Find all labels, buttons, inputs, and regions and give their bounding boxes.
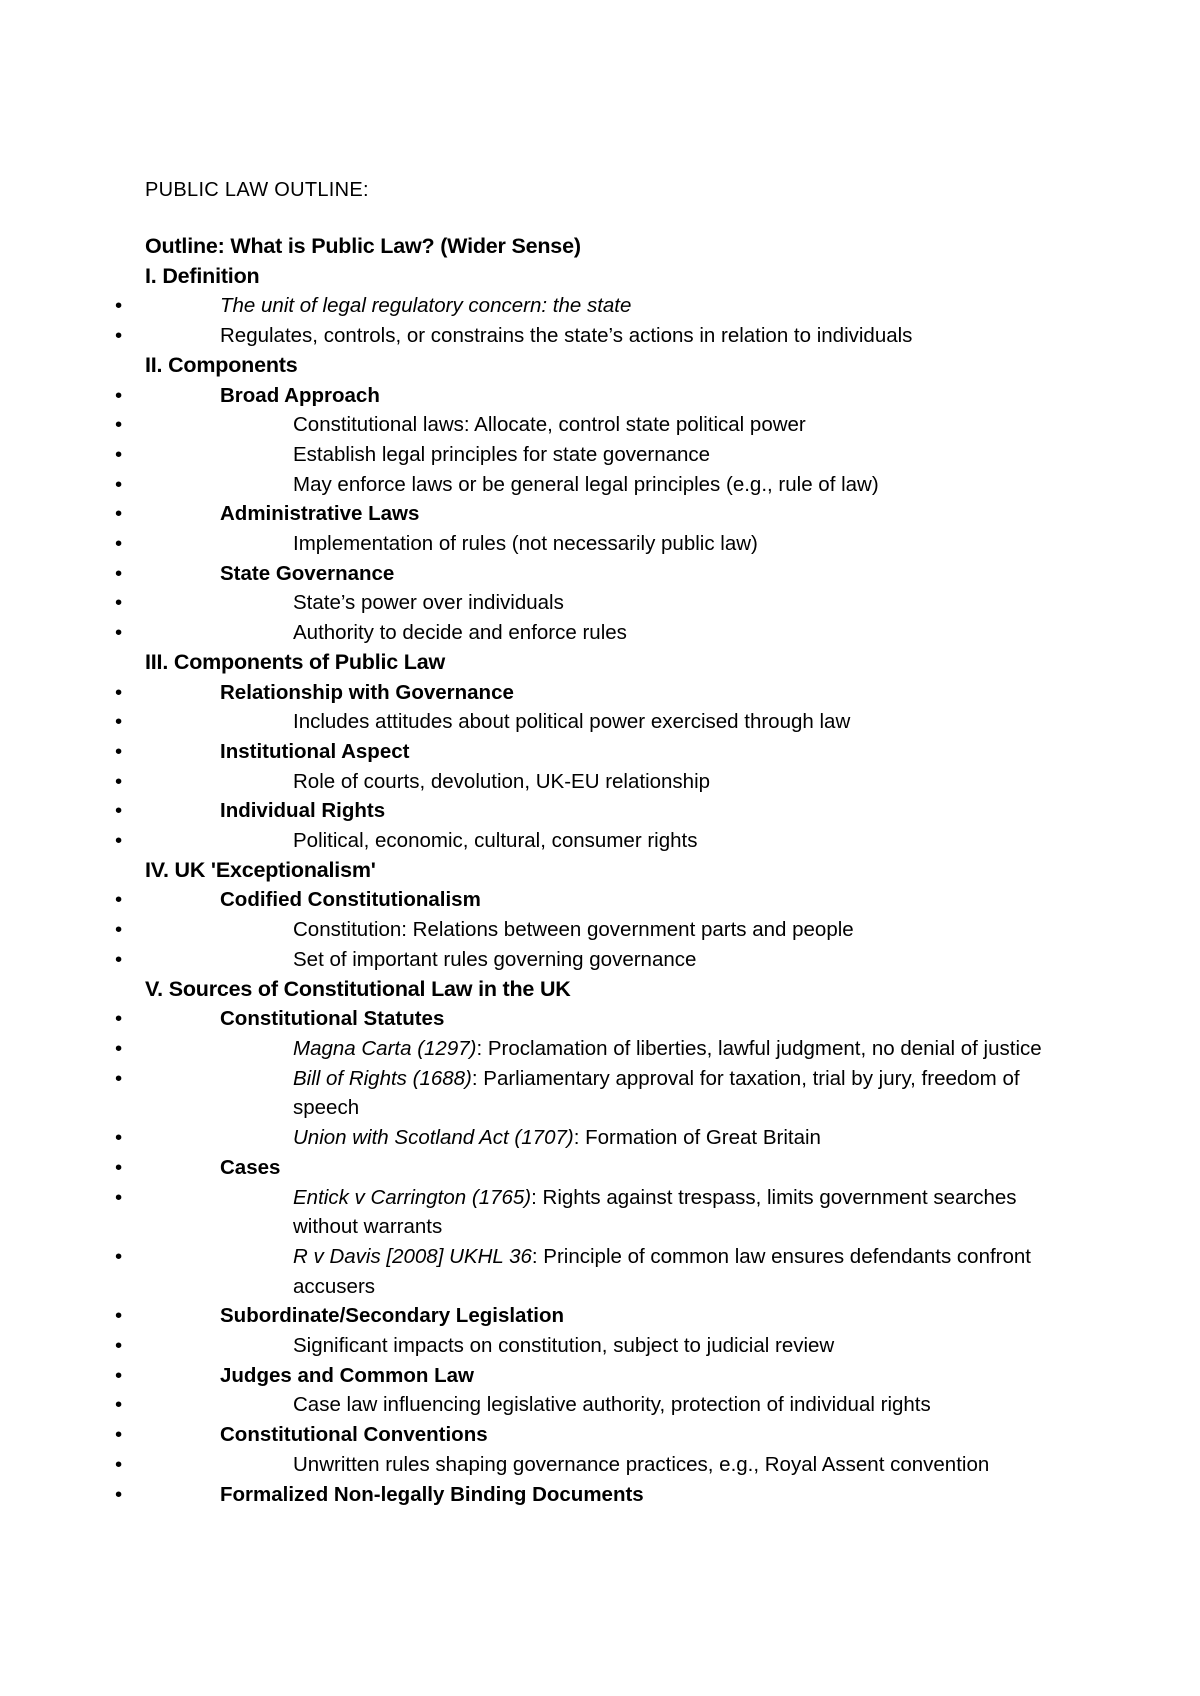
- statute-name: Union with Scotland Act (1707): [293, 1126, 574, 1150]
- group-label: [145, 796, 1075, 826]
- group-label-text: Broad Approach: [220, 383, 380, 407]
- section-heading-components-of-public-law: III. Components of Public Law: [145, 649, 445, 674]
- group-label-text: Subordinate/Secondary Legislation: [220, 1304, 565, 1328]
- list-item: [145, 410, 1075, 440]
- list-item-text: Unwritten rules shaping governance practices, e.g., Royal Assent convention: [293, 1452, 990, 1476]
- list-item: [145, 826, 1075, 856]
- list-item-text: : Parliamentary approval for taxation, trial by jury, freedom of speech: [293, 1066, 1020, 1120]
- group-label: [145, 559, 1075, 589]
- exceptionalism-list: [145, 885, 1075, 974]
- group-label: [145, 1480, 1075, 1510]
- list-item-text: The unit of legal regulatory concern: the state: [220, 294, 632, 318]
- case-name: R v Davis [2008] UKHL 36: [293, 1244, 532, 1268]
- list-item-text: State’s power over individuals: [293, 591, 564, 615]
- group-label-text: Administrative Laws: [220, 502, 420, 526]
- document-title: PUBLIC LAW OUTLINE:: [145, 179, 369, 201]
- section-heading-uk-exceptionalism: IV. UK 'Exceptionalism': [145, 857, 376, 882]
- group-label-text: Formalized Non-legally Binding Documents: [220, 1482, 644, 1506]
- list-item: [145, 588, 1075, 618]
- group-label: [145, 678, 1075, 708]
- list-item-text: : Proclamation of liberties, lawful judgment, no denial of justice: [476, 1036, 1042, 1060]
- group-label-text: Judges and Common Law: [220, 1363, 474, 1387]
- group-label-text: Relationship with Governance: [220, 680, 514, 704]
- outline-body: [145, 232, 1075, 1509]
- group-label-text: Constitutional Conventions: [220, 1423, 488, 1447]
- group-label: [145, 1004, 1075, 1034]
- list-item: [145, 1390, 1075, 1420]
- list-item-text: May enforce laws or be general legal principles (e.g., rule of law): [293, 472, 879, 496]
- list-item-text: Set of important rules governing governance: [293, 947, 697, 971]
- components-list: [145, 381, 1075, 648]
- group-label: [145, 737, 1075, 767]
- list-item-text: Constitutional laws: Allocate, control state political power: [293, 413, 806, 437]
- list-item: [145, 1183, 1075, 1242]
- list-item: [145, 440, 1075, 470]
- group-label: [145, 499, 1075, 529]
- definition-list: [145, 291, 1075, 350]
- group-label: [145, 381, 1075, 411]
- list-item: [145, 767, 1075, 797]
- statute-name: Magna Carta (1297): [293, 1036, 477, 1060]
- section-heading-sources: V. Sources of Constitutional Law in the UK: [145, 976, 571, 1001]
- list-item: [145, 707, 1075, 737]
- list-item-text: Case law influencing legislative authority, protection of individual rights: [293, 1393, 931, 1417]
- list-item: [145, 618, 1075, 648]
- list-item-text: Includes attitudes about political power exercised through law: [293, 710, 851, 734]
- list-item: [145, 945, 1075, 975]
- list-item: [145, 291, 1075, 321]
- list-item-text: Significant impacts on constitution, subject to judicial review: [293, 1334, 835, 1358]
- list-item-text: : Principle of common law ensures defendants confront accusers: [293, 1244, 1032, 1298]
- list-item: [145, 1064, 1075, 1123]
- list-item: [145, 321, 1075, 351]
- list-item: [145, 915, 1075, 945]
- list-item-text: : Rights against trespass, limits government searches without warrants: [293, 1185, 1017, 1239]
- group-label: [145, 1361, 1075, 1391]
- list-item-text: : Formation of Great Britain: [573, 1126, 821, 1150]
- list-item: [145, 1450, 1075, 1480]
- list-item-text: Role of courts, devolution, UK-EU relationship: [293, 769, 711, 793]
- list-item: [145, 529, 1075, 559]
- group-label-text: Constitutional Statutes: [220, 1007, 445, 1031]
- section-heading-components: II. Components: [145, 352, 298, 377]
- list-item-text: Establish legal principles for state governance: [293, 442, 711, 466]
- list-item-text: Implementation of rules (not necessarily public law): [293, 532, 758, 556]
- list-item: [145, 470, 1075, 500]
- list-item: [145, 1123, 1075, 1153]
- statute-name: Bill of Rights (1688): [293, 1066, 472, 1090]
- list-item: [145, 1242, 1075, 1301]
- group-label: [145, 1301, 1075, 1331]
- group-label-text: Individual Rights: [220, 799, 386, 823]
- list-item-text: Political, economic, cultural, consumer rights: [293, 829, 698, 853]
- public-law-components-list: [145, 678, 1075, 856]
- list-item: [145, 1034, 1075, 1064]
- group-label: [145, 1153, 1075, 1183]
- group-label-text: Institutional Aspect: [220, 739, 410, 763]
- case-name: Entick v Carrington (1765): [293, 1185, 532, 1209]
- list-item-text: Constitution: Relations between government parts and people: [293, 918, 854, 942]
- group-label-text: State Governance: [220, 561, 395, 585]
- list-item-text: Regulates, controls, or constrains the state’s actions in relation to individuals: [220, 324, 913, 348]
- group-label: [145, 1420, 1075, 1450]
- group-label: [145, 885, 1075, 915]
- sources-list: [145, 1004, 1075, 1509]
- outline-heading: Outline: What is Public Law? (Wider Sense): [145, 234, 581, 258]
- list-item-text: Authority to decide and enforce rules: [293, 621, 627, 645]
- list-item: [145, 1331, 1075, 1361]
- section-heading-definition: I. Definition: [145, 263, 260, 288]
- group-label-text: Cases: [220, 1155, 281, 1179]
- group-label-text: Codified Constitutionalism: [220, 888, 481, 912]
